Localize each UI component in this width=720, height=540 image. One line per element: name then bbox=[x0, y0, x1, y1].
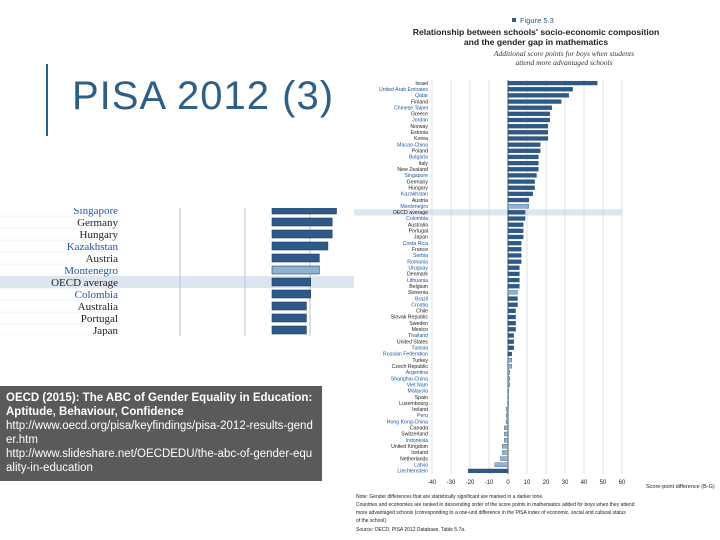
bar-russian-federation bbox=[508, 352, 512, 356]
category-label: Kazakhstan bbox=[400, 191, 428, 198]
category-label: Singapore bbox=[404, 173, 428, 180]
category-label: Romania bbox=[407, 259, 428, 266]
category-label: Netherlands bbox=[400, 456, 428, 463]
zoomed-chart-svg bbox=[0, 208, 354, 336]
bar-tunisia bbox=[508, 346, 514, 350]
category-label: Slovenia bbox=[408, 290, 428, 297]
category-label: Israel bbox=[415, 80, 428, 87]
figure-title-line1: Relationship between schools' socio-economic composition bbox=[412, 27, 660, 37]
caption-link-1[interactable]: http://www.oecd.org/pisa/keyfindings/pisa-2012-results-gender.htm bbox=[6, 420, 313, 446]
category-label: Hungary bbox=[408, 185, 428, 192]
category-label: Brazil bbox=[415, 296, 428, 303]
category-label: Poland bbox=[411, 148, 428, 155]
category-label: Colombia bbox=[406, 216, 428, 223]
bar-netherlands bbox=[500, 457, 508, 461]
bar-jordan bbox=[508, 118, 550, 122]
bar-portugal bbox=[508, 229, 523, 233]
bar-shanghai-china bbox=[508, 377, 510, 381]
category-label: Korea bbox=[414, 136, 428, 143]
bar-croatia bbox=[508, 303, 518, 307]
zoomed-chart-excerpt bbox=[0, 208, 354, 336]
bar-peru bbox=[506, 414, 508, 418]
bar-hungary bbox=[508, 186, 535, 190]
x-tick-label: 60 bbox=[618, 480, 626, 486]
bar-romania bbox=[508, 260, 521, 264]
x-tick-label: -10 bbox=[484, 480, 494, 486]
category-label: Estonia bbox=[410, 130, 428, 137]
bar-malaysia bbox=[508, 389, 509, 393]
bar-slovenia bbox=[508, 290, 518, 294]
category-label: Austria bbox=[411, 197, 428, 204]
zoom-category-label: Germany bbox=[77, 217, 118, 229]
title-accent-rule bbox=[46, 64, 48, 136]
category-label: Argentina bbox=[405, 370, 428, 377]
category-label: Canada bbox=[409, 425, 428, 432]
zoom-category-label: Colombia bbox=[74, 289, 118, 301]
category-label: Australia bbox=[407, 222, 428, 229]
caption-reference: OECD (2015): The ABC of Gender Equality in Education: Aptitude, Behaviour, Confidence bbox=[6, 392, 313, 418]
category-label: Hong Kong-China bbox=[386, 419, 428, 426]
bar-serbia bbox=[508, 253, 521, 257]
bar-iceland bbox=[502, 450, 508, 454]
bar-kazakhstan bbox=[508, 192, 533, 196]
source-caption bbox=[0, 386, 322, 481]
bar-switzerland bbox=[504, 432, 508, 436]
category-label: United Arab Emirates bbox=[378, 86, 428, 93]
bar-mexico bbox=[508, 327, 516, 331]
bar-montenegro bbox=[508, 204, 529, 208]
figure-note-line1: Note: Gender differences that are statistically significant are marked in a darker tone. bbox=[356, 494, 544, 500]
bar-viet-nam bbox=[508, 383, 510, 387]
figure-note-line4: of the school). bbox=[356, 518, 388, 524]
bar-lithuania bbox=[508, 278, 519, 282]
x-tick-label: 10 bbox=[523, 480, 531, 486]
bar-bulgaria bbox=[508, 155, 538, 159]
bar-indonesia bbox=[504, 438, 508, 442]
x-tick-label: 40 bbox=[580, 480, 588, 486]
slide-title: PISA 2012 (3) bbox=[72, 74, 335, 118]
zoom-bar-portugal bbox=[272, 314, 306, 322]
bar-italy bbox=[508, 161, 538, 165]
bar-chile bbox=[508, 309, 516, 313]
x-tick-label: 50 bbox=[599, 480, 607, 486]
bar-norway bbox=[508, 124, 548, 128]
bar-austria bbox=[508, 198, 529, 202]
category-label: Liechtenstein bbox=[397, 468, 428, 475]
bar-united-arab-emirates bbox=[508, 87, 573, 91]
zoom-bar-germany bbox=[272, 218, 332, 226]
category-label: Italy bbox=[418, 160, 428, 167]
figure-source: Source: OECD, PISA 2012 Database, Table 5.7a. bbox=[356, 527, 466, 533]
category-label: New Zealand bbox=[397, 166, 428, 173]
bar-czech-republic bbox=[508, 364, 512, 368]
bar-ireland bbox=[506, 407, 508, 411]
figure-chart bbox=[354, 80, 626, 486]
figure-note-line2: Countries and economies are ranked in descending order of the score points in mathematics added for boys when they attend bbox=[356, 502, 635, 508]
category-label: Peru bbox=[417, 413, 428, 420]
bar-australia bbox=[508, 223, 523, 227]
category-label: Finland bbox=[410, 99, 428, 106]
zoom-category-label: Australia bbox=[77, 301, 118, 313]
zoom-bar-montenegro bbox=[272, 266, 319, 274]
bar-korea bbox=[508, 137, 548, 141]
bar-united-kingdom bbox=[502, 444, 508, 448]
bar-spain bbox=[508, 395, 509, 399]
category-label: Qatar bbox=[415, 93, 428, 100]
category-label: Turkey bbox=[412, 357, 428, 364]
bar-belgium bbox=[508, 284, 519, 288]
x-tick-label: 30 bbox=[561, 480, 569, 486]
bar-france bbox=[508, 247, 521, 251]
category-label: United States bbox=[396, 339, 428, 346]
category-label: Thailand bbox=[408, 333, 428, 340]
category-label: Bulgaria bbox=[408, 154, 428, 161]
zoom-bar-australia bbox=[272, 302, 306, 310]
bar-new-zealand bbox=[508, 167, 538, 171]
x-tick-label: -20 bbox=[465, 480, 475, 486]
category-label: Norway bbox=[410, 123, 428, 130]
bar-argentina bbox=[508, 370, 510, 374]
zoom-category-label: Japan bbox=[92, 325, 118, 336]
bar-latvia bbox=[495, 463, 508, 467]
category-label: Latvia bbox=[414, 462, 428, 469]
bar-finland bbox=[508, 100, 561, 104]
x-tick-label: -30 bbox=[446, 480, 456, 486]
bar-uruguay bbox=[508, 266, 519, 270]
category-label: Spain bbox=[414, 394, 428, 401]
category-label: Denmark bbox=[406, 271, 428, 278]
bar-japan bbox=[508, 235, 523, 239]
category-label: Chinese Taipei bbox=[394, 105, 428, 112]
zoom-category-label: Austria bbox=[85, 253, 118, 265]
bar-poland bbox=[508, 149, 540, 153]
bar-thailand bbox=[508, 334, 514, 338]
category-label: Iceland bbox=[411, 450, 428, 457]
category-label: Indonesia bbox=[405, 437, 428, 444]
bar-united-states bbox=[508, 340, 514, 344]
bar-colombia bbox=[508, 217, 525, 221]
figure-note-line3: more advantaged schools (corresponding to a one-unit difference in the PISA index of economic, social and cultural status bbox=[356, 510, 626, 516]
bar-liechtenstein bbox=[468, 469, 508, 473]
zoom-bar-singapore bbox=[272, 208, 337, 214]
category-label: Luxembourg bbox=[399, 400, 428, 407]
category-label: Slovak Republic bbox=[390, 314, 428, 321]
category-label: Mexico bbox=[411, 327, 428, 334]
category-label: Russian Federation bbox=[383, 351, 428, 358]
category-label: Shanghai-China bbox=[390, 376, 428, 383]
x-tick-label: -40 bbox=[427, 480, 437, 486]
bar-oecd-average bbox=[508, 210, 525, 214]
zoom-bar-japan bbox=[272, 326, 306, 334]
category-label: France bbox=[411, 247, 428, 254]
bar-costa-rica bbox=[508, 241, 521, 245]
category-label: Switzerland bbox=[401, 431, 428, 438]
figure-number: Figure 5.3 bbox=[520, 16, 554, 25]
x-tick-label: 0 bbox=[506, 480, 510, 486]
category-label: Croatia bbox=[411, 302, 428, 309]
bar-estonia bbox=[508, 130, 548, 134]
figure-svg bbox=[354, 0, 720, 540]
zoom-bar-colombia bbox=[272, 290, 311, 298]
bar-slovak-republic bbox=[508, 315, 516, 319]
zoom-category-label: Singapore bbox=[73, 208, 118, 217]
bar-chinese-taipei bbox=[508, 106, 552, 110]
zoom-bar-kazakhstan bbox=[272, 242, 328, 250]
category-label: Greece bbox=[410, 111, 428, 118]
category-label: Tunisia bbox=[411, 345, 428, 352]
bar-brazil bbox=[508, 297, 518, 301]
category-label: Lithuania bbox=[406, 277, 428, 284]
category-label: Czech Republic bbox=[391, 363, 428, 370]
category-label: Belgium bbox=[409, 283, 428, 290]
category-label: Costa Rica bbox=[402, 240, 428, 247]
bar-sweden bbox=[508, 321, 516, 325]
figure-subtitle-line2: attend more advantaged schools bbox=[515, 58, 613, 67]
figure-number-marker bbox=[512, 18, 516, 22]
bar-macao-china bbox=[508, 143, 540, 147]
category-label: Jordan bbox=[412, 117, 428, 124]
category-label: Malaysia bbox=[407, 388, 428, 395]
bar-turkey bbox=[508, 358, 512, 362]
figure-5-3 bbox=[354, 0, 720, 540]
bar-qatar bbox=[508, 93, 569, 97]
bar-hong-kong-china bbox=[506, 420, 508, 424]
bar-denmark bbox=[508, 272, 519, 276]
bar-luxembourg bbox=[508, 401, 509, 405]
zoom-bar-austria bbox=[272, 254, 319, 262]
bar-canada bbox=[504, 426, 508, 430]
category-label: Macao-China bbox=[397, 142, 428, 149]
category-label: Viet Nam bbox=[406, 382, 428, 389]
zoom-bar-oecd-average bbox=[272, 278, 311, 286]
category-label: Portugal bbox=[408, 228, 428, 235]
category-label: Uruguay bbox=[408, 265, 428, 272]
category-label: Japan bbox=[413, 234, 428, 241]
category-label: Germany bbox=[406, 179, 428, 186]
category-label: Chile bbox=[416, 308, 428, 315]
figure-title-line2: and the gender gap in mathematics bbox=[463, 37, 609, 47]
bar-israel bbox=[508, 81, 597, 85]
category-label: Ireland bbox=[412, 407, 428, 414]
figure-axis-label: Score-point difference (B-G) bbox=[646, 484, 715, 490]
category-label: Serbia bbox=[413, 253, 428, 260]
category-label: Sweden bbox=[409, 320, 428, 327]
bar-singapore bbox=[508, 173, 537, 177]
category-label: OECD average bbox=[392, 210, 428, 217]
figure-subtitle-line1: Additional score points for boys when students bbox=[493, 49, 635, 58]
bar-greece bbox=[508, 112, 550, 116]
zoom-category-label: Hungary bbox=[79, 229, 118, 241]
caption-link-2[interactable]: http://www.slideshare.net/OECDEDU/the-abc-of-gender-equality-in-education bbox=[6, 448, 313, 474]
category-label: United Kingdom bbox=[391, 444, 428, 451]
x-tick-label: 20 bbox=[542, 480, 550, 486]
bar-germany bbox=[508, 180, 535, 184]
zoom-category-label: OECD average bbox=[51, 277, 118, 289]
zoom-bar-hungary bbox=[272, 230, 332, 238]
zoom-category-label: Portugal bbox=[80, 313, 118, 325]
zoom-category-label: Kazakhstan bbox=[66, 241, 118, 253]
category-label: Montenegro bbox=[400, 203, 428, 210]
zoom-category-label: Montenegro bbox=[64, 265, 118, 277]
